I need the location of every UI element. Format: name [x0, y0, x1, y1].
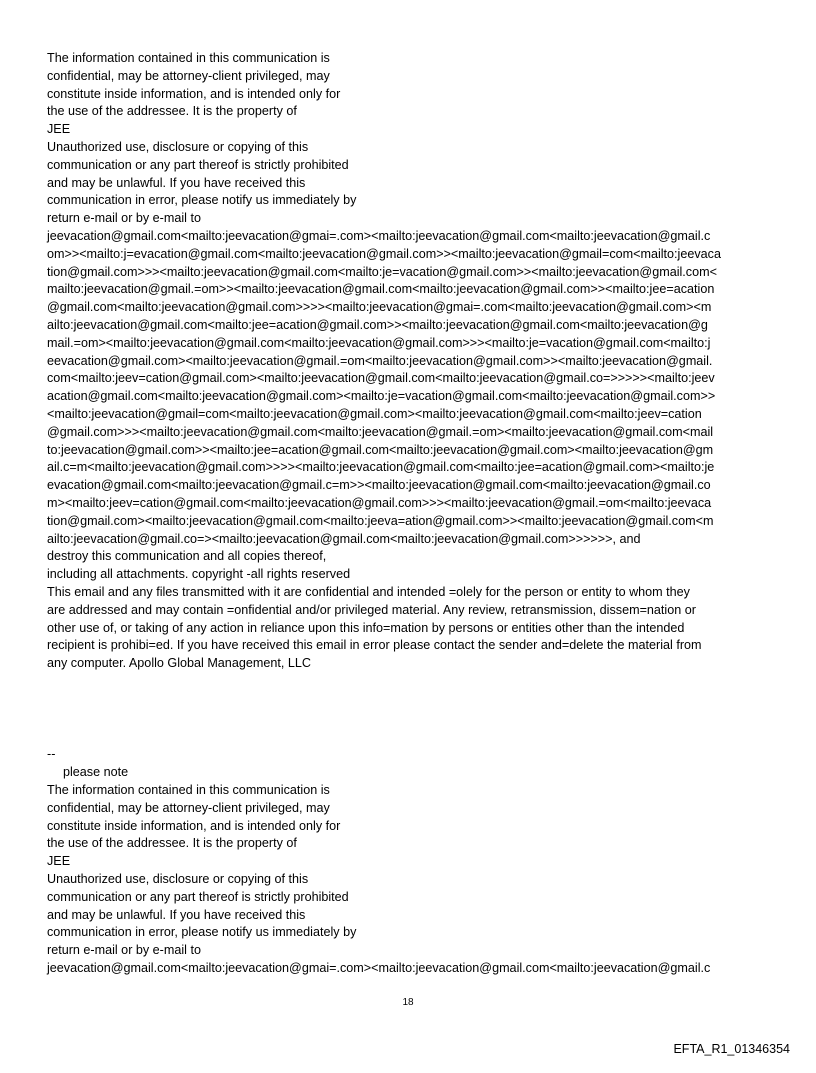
text-line: Unauthorized use, disclosure or copying of this	[47, 871, 309, 886]
text-line: Unauthorized use, disclosure or copying of this	[47, 139, 309, 154]
disclaimer-line: are addressed and may contain =onfidential and/or privileged material. Any review, retransmission, dissem=nation or	[47, 602, 696, 617]
confidentiality-notice-2	[47, 782, 782, 978]
mailto-line: evacation@gmail.com<mailto:jeevacation@gmail.c=m>><mailto:jeevacation@gmail.com<mailto:jeevacation@gmail.co	[47, 478, 711, 493]
mailto-line: ail.c=m<mailto:jeevacation@gmail.com>>>><mailto:jeevacation@gmail.com<mailto:jee=acation@gmail.com><mailto:je	[47, 460, 715, 475]
text-line: and may be unlawful. If you have received this	[47, 175, 306, 190]
text-line: communication or any part thereof is strictly prohibited	[47, 157, 349, 172]
text-line: including all attachments. copyright -all rights reserved	[47, 567, 351, 582]
text-line: the use of the addressee. It is the property of	[47, 836, 297, 851]
text-line: confidential, may be attorney-client privileged, may	[47, 68, 330, 83]
text-line: JEE	[47, 122, 71, 137]
text-line: communication or any part thereof is strictly prohibited	[47, 889, 349, 904]
text-line: confidential, may be attorney-client privileged, may	[47, 800, 330, 815]
text-line: communication in error, please notify us immediately by	[47, 925, 357, 940]
mailto-line: com<mailto:jeev=cation@gmail.com><mailto:jeevacation@gmail.com<mailto:jeevacation@gmail.co=>>>>><mailto:jeev	[47, 371, 715, 386]
text-line: destroy this communication and all copies thereof,	[47, 549, 327, 564]
mailto-line: om>><mailto:j=evacation@gmail.com<mailto:jeevacation@gmail.com>><mailto:jeevacation@gmail=com<mailto:jeevaca	[47, 246, 721, 261]
mailto-line: acation@gmail.com<mailto:jeevacation@gmail.com><mailto:je=vacation@gmail.com<mailto:jeevacation@gmail.com>>	[47, 389, 716, 404]
text-line: The information contained in this communication is	[47, 783, 330, 797]
mailto-line: m><mailto:jeev=cation@gmail.com<mailto:jeevacation@gmail.com>>><mailto:jeevacation@gmail.=om<mailto:jeevaca	[47, 495, 712, 510]
disclaimer-line: any computer. Apollo Global Management, LLC	[47, 656, 311, 671]
disclaimer-line: recipient is prohibi=ed. If you have received this email in error please contact the sender and=delete the material from	[47, 638, 702, 653]
mailto-line: jeevacation@gmail.com<mailto:jeevacation@gmai=.com><mailto:jeevacation@gmail.com<mailto:jeevacation@gmail.c	[47, 960, 711, 975]
text-line: JEE	[47, 854, 71, 869]
separator: --	[47, 747, 56, 761]
mailto-line: ailto:jeevacation@gmail.co=><mailto:jeevacation@gmail.com<mailto:jeevacation@gmail.com>>>>>>, and	[47, 531, 641, 546]
mailto-line: @gmail.com>>><mailto:jeevacation@gmail.com<mailto:jeevacation@gmail.=om><mailto:jeevacation@gmail.com<mail	[47, 424, 714, 439]
text-line: communication in error, please notify us immediately by	[47, 193, 357, 208]
mailto-line: tion@gmail.com>>><mailto:jeevacation@gmail.com<mailto:je=vacation@gmail.com>><mailto:jeevacation@gmail.com<	[47, 264, 717, 279]
please-note: please note	[63, 764, 129, 779]
mailto-line: mailto:jeevacation@gmail.=om>><mailto:jeevacation@gmail.com<mailto:jeevacation@gmail.com>><mailto:jee=acation	[47, 282, 715, 297]
disclaimer-line: other use of, or taking of any action in reliance upon this info=mation by persons or entities other than the intended	[47, 620, 685, 635]
text-line: and may be unlawful. If you have received this	[47, 907, 306, 922]
mailto-line: to:jeevacation@gmail.com>><mailto:jee=acation@gmail.com<mailto:jeevacation@gmail.com><mailto:jeevacation@gm	[47, 442, 714, 457]
bates-number: EFTA_R1_01346354	[673, 1042, 790, 1056]
text-line: The information contained in this communication is	[47, 51, 330, 65]
mailto-line: tion@gmail.com><mailto:jeevacation@gmail.com<mailto:jeeva=ation@gmail.com>><mailto:jeevacation@gmail.com<m	[47, 513, 714, 528]
disclaimer-line: This email and any files transmitted with it are confidential and intended =olely for the person or entity to whom they	[47, 584, 690, 599]
signature-separator-block	[47, 746, 782, 782]
text-line: constitute inside information, and is intended only for	[47, 86, 341, 101]
mailto-line: ailto:jeevacation@gmail.com<mailto:jee=acation@gmail.com>><mailto:jeevacation@gmail.com<mailto:jeevacation@g	[47, 317, 708, 332]
text-line: constitute inside information, and is intended only for	[47, 818, 341, 833]
mailto-line: mail.=om><mailto:jeevacation@gmail.com<mailto:jeevacation@gmail.com>>><mailto:je=vacation@gmail.com<mailto:j	[47, 335, 711, 350]
mailto-line: @gmail.com<mailto:jeevacation@gmail.com>>>><mailto:jeevacation@gmai=.com<mailto:jeevacation@gmail.com><m	[47, 300, 712, 315]
text-line: the use of the addressee. It is the property of	[47, 104, 297, 119]
confidentiality-notice-1	[47, 50, 782, 673]
mailto-line: eevacation@gmail.com><mailto:jeevacation@gmail.=om<mailto:jeevacation@gmail.com>><mailto:jeevacation@gmail.	[47, 353, 713, 368]
mailto-line: <mailto:jeevacation@gmail=com<mailto:jeevacation@gmail.com><mailto:jeevacation@gmail.com<mailto:jeev=cation	[47, 406, 702, 421]
text-line: return e-mail or by e-mail to	[47, 211, 201, 226]
mailto-line: jeevacation@gmail.com<mailto:jeevacation@gmai=.com><mailto:jeevacation@gmail.com<mailto:jeevacation@gmail.c	[47, 228, 711, 243]
page-number: 18	[402, 997, 414, 1008]
text-line: return e-mail or by e-mail to	[47, 943, 201, 958]
